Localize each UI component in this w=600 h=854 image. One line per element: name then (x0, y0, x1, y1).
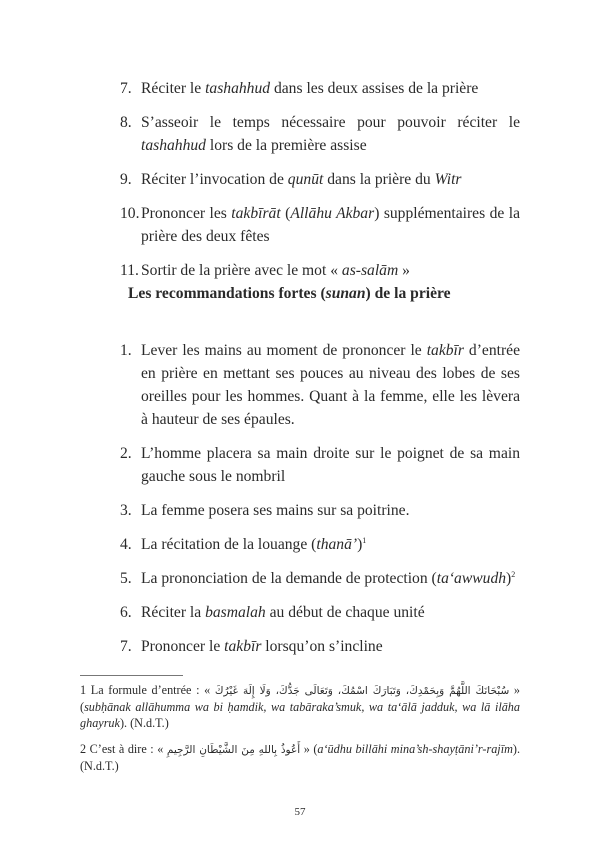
item-number: 9. (120, 171, 132, 188)
item-emphasis: as-salām (341, 262, 399, 279)
footnote-text: » ( (80, 683, 521, 714)
item-text: » (398, 262, 410, 279)
item-number: 11. (120, 262, 139, 279)
obligations-list-continued (120, 77, 520, 293)
item-text: La femme posera ses mains sur sa poitrine. (141, 502, 410, 519)
item-text: lorsqu’on s’incline (261, 638, 383, 655)
item-text: ) (506, 570, 512, 587)
footnote-separator (80, 675, 183, 676)
footnote-number: 1 (80, 683, 87, 697)
list-item (120, 567, 520, 590)
item-number: 1. (120, 342, 132, 359)
heading-text: ) de la prière (365, 285, 451, 302)
arabic-text: أَعُوذُ بِاللهِ مِنَ الشَّيْطَانِ الرَّجِيمِ (166, 744, 301, 756)
footnote-text: ). (N.d.T.) (80, 742, 520, 773)
item-text: La prononciation de la demande de protection ( (141, 570, 437, 587)
item-text: ) supplémentaires de la prière des deux fêtes (141, 205, 520, 245)
list-item (120, 339, 520, 431)
item-emphasis: takbīr (224, 638, 262, 655)
item-number: 3. (120, 502, 132, 519)
item-text: La récitation de la louange ( (141, 536, 317, 553)
section-heading (128, 285, 451, 303)
heading-text: Les recommandations fortes ( (128, 285, 326, 302)
list-item (120, 168, 520, 191)
item-text: ( (280, 205, 291, 222)
footnote-ref[interactable]: 1 (362, 536, 367, 545)
footnote-text: La formule d’entrée : « (90, 683, 215, 697)
heading-emphasis: sunan (325, 285, 366, 302)
footnote-ref[interactable]: 2 (511, 570, 516, 579)
item-text: Réciter l’invocation de (141, 171, 288, 188)
item-number: 5. (120, 570, 132, 587)
item-emphasis: Allāhu Akbar (290, 205, 375, 222)
item-text: ) (357, 536, 363, 553)
item-emphasis: tashahhud (141, 137, 206, 154)
item-text: dans la prière du (323, 171, 435, 188)
list-item (120, 259, 520, 282)
list-item (120, 111, 520, 157)
item-text: au début de chaque unité (265, 604, 425, 621)
item-emphasis: qunūt (287, 171, 324, 188)
footnote-text: » ( (300, 742, 318, 756)
item-text: S’asseoir le temps nécessaire pour pouvoir réciter le (141, 114, 520, 131)
footnote-1 (80, 682, 520, 731)
footnote-text: C’est à dire : « (89, 742, 167, 756)
page-number: 57 (294, 806, 306, 818)
item-emphasis: takbīrāt (231, 205, 281, 222)
item-text: d’entrée en prière en mettant ses pouces au niveau des lobes de ses oreilles pour les hommes. Quant à la femme, elle les lèvera à hauteur de ses épaules. (141, 342, 520, 428)
item-text: Prononcer les (141, 205, 232, 222)
item-number: 8. (120, 114, 132, 131)
item-text: lors de la première assise (205, 137, 367, 154)
item-number: 6. (120, 604, 132, 621)
list-item (120, 533, 520, 556)
footnote-number: 2 (80, 742, 87, 756)
item-text: Sortir de la prière avec le mot « (141, 262, 342, 279)
item-emphasis: Witr (434, 171, 462, 188)
item-text: dans les deux assises de la prière (270, 80, 479, 97)
item-number: 7. (120, 80, 132, 97)
item-emphasis: takbīr (426, 342, 464, 359)
item-emphasis: thanā’ (316, 536, 358, 553)
list-item (120, 635, 520, 658)
item-number: 7. (120, 638, 132, 655)
list-item (120, 77, 520, 100)
item-text: L’homme placera sa main droite sur le poignet de sa main gauche sous le nombril (141, 445, 520, 485)
arabic-text: سُبْحَانَكَ اللَّهُمَّ وَبِحَمْدِكَ، وَتَبَارَكَ اسْمُكَ، وَتَعَالَى جَدُّكَ، وَلَا إِلَهَ غَيْرُكَ (214, 685, 510, 697)
item-emphasis: basmalah (205, 604, 266, 621)
item-text: Lever les mains au moment de prononcer le (141, 342, 427, 359)
item-text: Réciter le (141, 80, 206, 97)
item-text: Prononcer le (141, 638, 225, 655)
sunan-list (120, 339, 520, 669)
item-emphasis: ta‘awwudh (436, 570, 507, 587)
item-text: Réciter la (141, 604, 206, 621)
footnote-text: ). (N.d.T.) (119, 716, 169, 730)
item-number: 2. (120, 445, 132, 462)
list-item (120, 442, 520, 488)
item-number: 4. (120, 536, 132, 553)
list-item (120, 202, 520, 248)
footnote-2 (80, 741, 520, 774)
list-item (120, 499, 520, 522)
item-number: 10. (120, 205, 140, 222)
transliteration: subḥānak allāhumma wa bi ḥamdik, wa tabāraka’smuk, wa ta‘ālā jadduk, wa lā ilāha ghayruk (80, 700, 520, 730)
item-emphasis: tashahhud (205, 80, 271, 97)
list-item (120, 601, 520, 624)
transliteration: a‘ūdhu billāhi mina’sh-shayṭāni’r-rajīm (317, 742, 513, 756)
